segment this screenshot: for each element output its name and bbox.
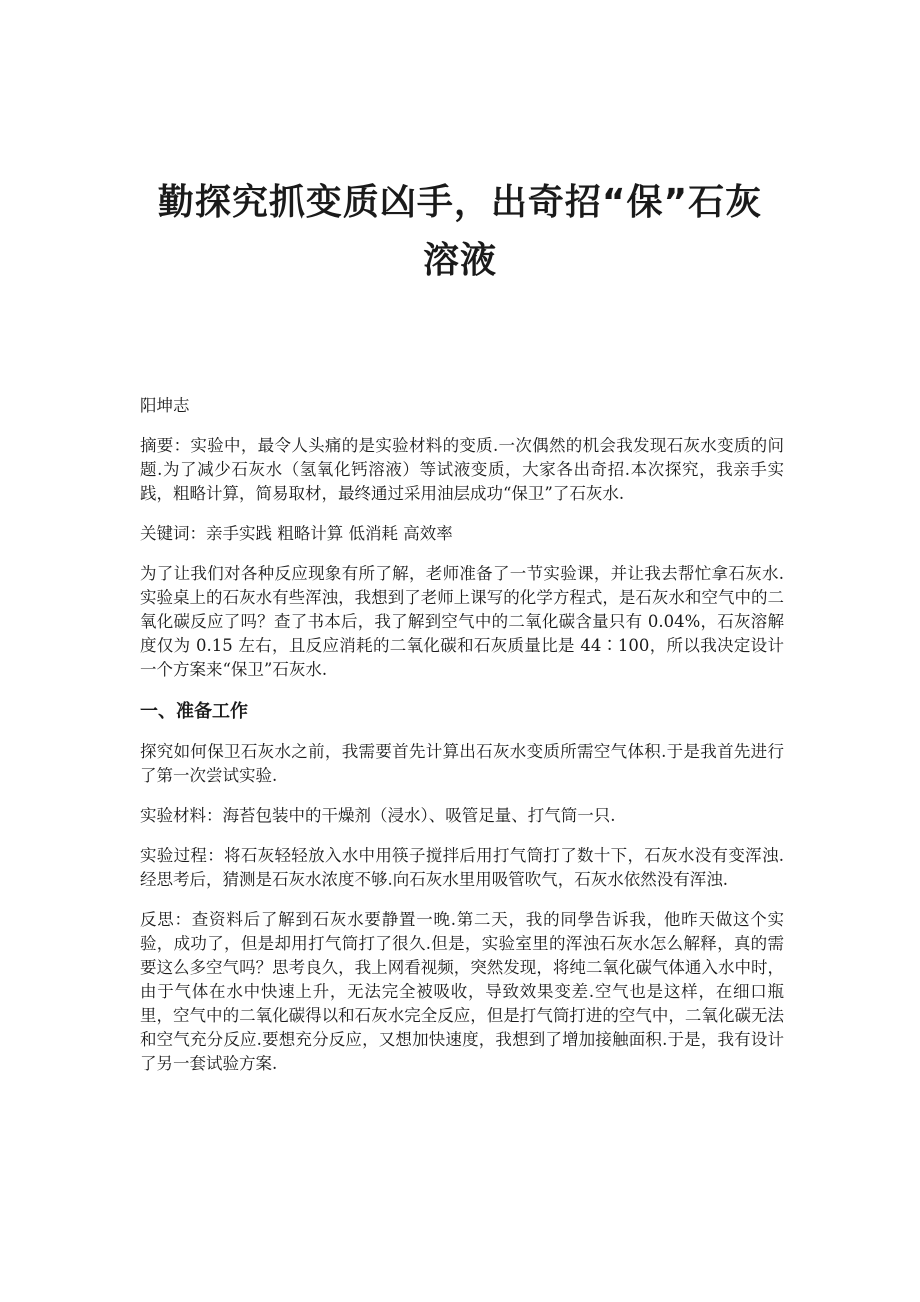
reflection-paragraph: 反思：查资料后了解到石灰水要静置一晚.第二天，我的同學告诉我，他昨天做这个实验，成功了，但是却用打气筒打了很久.但是，实验室里的浑浊石灰水怎么解释，真的需要这么多空气吗？思考良久，我上网看视频，突然发现，将纯二氧化碳气体通入水中时，由于气体在水中快速上升，无法完全被吸收，导致效果变差.空气也是这样，在细口瓶里，空气中的二氧化碳得以和石灰水完全反应，但是打气筒打进的空气中，二氧化碳无法和空气充分反应.要想充分反应，又想加快速度，我想到了增加接触面积.于是，我有设计了另一套试验方案. [140, 910, 784, 1073]
author: 阳坤志 [140, 396, 190, 415]
document-body [140, 394, 784, 1092]
section-heading: 一、准备工作 [140, 701, 248, 722]
document-title [120, 174, 800, 290]
keywords-paragraph: 关键词：亲手实践 粗略计算 低消耗 高效率 [140, 524, 453, 543]
abstract-paragraph: 摘要：实验中，最令人头痛的是实验材料的变质.一次偶然的机会我发现石灰水变质的问题.为了减少石灰水（氢氧化钙溶液）等试液变质，大家各出奇招.本次探究，我亲手实践，粗略计算，简易取材，最终通过采用油层成功“保卫”了石灰水. [140, 436, 784, 503]
title-line-1: 勤探究抓变质凶手，出奇招“保”石灰 [157, 182, 763, 223]
intro-paragraph: 为了让我们对各种反应现象有所了解，老师准备了一节实验课，并让我去帮忙拿石灰水.实验桌上的石灰水有些浑浊，我想到了老师上课写的化学方程式，是石灰水和空气中的二氧化碳反应了吗？查了书本后，我了解到空气中的二氧化碳含量只有 0.04%，石灰溶解度仅为 0.15 左右，且反应消耗的二氧化碳和石灰质量比是 44∶100，所以我决定设计一个方案来“保卫”石灰水. [140, 564, 784, 679]
title-line-2: 溶液 [422, 240, 497, 281]
process-paragraph: 实验过程：将石灰轻轻放入水中用筷子搅拌后用打气筒打了数十下，石灰水没有变浑浊.经思考后，猜测是石灰水浓度不够.向石灰水里用吸管吹气，石灰水依然没有浑浊. [140, 846, 784, 889]
section-paragraph: 探究如何保卫石灰水之前，我需要首先计算出石灰水变质所需空气体积.于是我首先进行了第一次尝试实验. [140, 742, 784, 785]
materials-paragraph: 实验材料：海苔包装中的干燥剂（浸水）、吸管足量、打气筒一只. [140, 806, 616, 825]
